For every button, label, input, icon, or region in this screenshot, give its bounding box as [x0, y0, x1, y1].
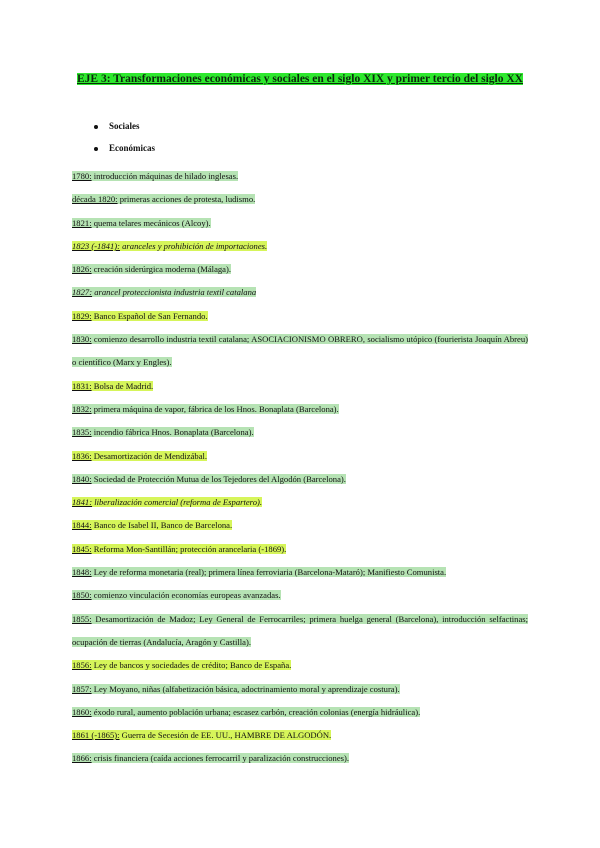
entry-text: arancel proteccionista industria textil catalana: [92, 287, 257, 298]
bullet-label: Económicas: [109, 143, 155, 153]
entry-text: éxodo rural, aumento población urbana; escasez carbón, creación colonias (energía hidráulica).: [91, 706, 421, 717]
timeline-entry: [72, 445, 528, 468]
entry-highlight: [72, 707, 420, 717]
timeline-entry: [72, 165, 528, 188]
entry-text: incendio fábrica Hnos. Bonaplata (Barcelona).: [91, 427, 254, 438]
entry-date: 1827:: [72, 287, 93, 298]
entry-highlight: [72, 404, 339, 414]
timeline-entry: [72, 678, 528, 701]
entry-date: 1836:: [72, 450, 92, 461]
entry-date: 1848:: [72, 567, 92, 578]
entry-text: creación siderúrgica moderna (Málaga).: [91, 264, 231, 275]
entry-highlight: [72, 684, 400, 694]
entry-highlight: [72, 264, 231, 274]
timeline-entry: [72, 468, 528, 491]
entry-date: 1866:: [72, 753, 92, 764]
entry-text: liberalización comercial (reforma de Espartero).: [92, 497, 262, 508]
entry-date: 1861 (-1865):: [72, 730, 120, 741]
timeline-entry: [72, 584, 528, 607]
entry-date: 1835:: [72, 427, 92, 438]
page-title: [72, 70, 528, 88]
timeline-entry: [72, 235, 528, 258]
entry-text: Banco de Isabel II, Banco de Barcelona.: [91, 520, 233, 531]
page-title-text: EJE 3: Transformaciones económicas y sociales en el siglo XIX y primer tercio del siglo XX: [76, 73, 523, 85]
timeline-entry: [72, 421, 528, 444]
entry-highlight: [72, 287, 256, 297]
entry-text: Ley Moyano, niñas (alfabetización básica, adoctrinamiento moral y aprendizaje costura).: [91, 683, 400, 694]
entry-text: Bolsa de Madrid.: [91, 380, 154, 391]
entry-text: Guerra de Secesión de EE. UU., HAMBRE DE ALGODÓN.: [119, 730, 332, 741]
entry-highlight: [72, 660, 291, 670]
bullet-list: [72, 119, 528, 163]
entry-text: primeras acciones de protesta, ludismo.: [117, 194, 256, 205]
entry-text: Desamortización de Mendizábal.: [91, 450, 208, 461]
entry-date: 1860:: [72, 706, 92, 717]
timeline-entry: [72, 608, 528, 655]
timeline-entry: [72, 724, 528, 747]
entry-date: 1841:: [72, 497, 93, 508]
entry-date: 1823 (-1841):: [72, 240, 120, 251]
timeline-entry: [72, 701, 528, 724]
entry-date: 1831:: [72, 380, 92, 391]
bullet-dot-icon: [94, 125, 98, 129]
entry-highlight: [72, 427, 254, 437]
entry-date: 1856:: [72, 660, 92, 671]
entry-date: 1821:: [72, 217, 92, 228]
entry-date: 1832:: [72, 403, 92, 414]
entry-highlight: [72, 451, 207, 461]
entry-text: crisis financiera (caída acciones ferrocarril y paralización construcciones).: [91, 753, 350, 764]
entry-highlight: [72, 381, 153, 391]
entry-text: Ley de bancos y sociedades de crédito; Banco de España.: [91, 660, 292, 671]
entry-highlight: [72, 194, 255, 204]
entry-date: 1780:: [72, 171, 92, 181]
entry-text: introducción máquinas de hilado inglesas.: [91, 171, 239, 181]
entry-highlight: [72, 497, 262, 507]
entry-text: Sociedad de Protección Mutua de los Tejedores del Algodón (Barcelona).: [91, 473, 346, 484]
entry-text: comienzo vinculación economías europeas avanzadas.: [91, 590, 281, 601]
entry-highlight: [72, 614, 528, 647]
entry-text: primera máquina de vapor, fábrica de los Hnos. Bonaplata (Barcelona).: [91, 403, 339, 414]
entry-text: Reforma Mon-Santillán; protección arancelaria (-1869).: [91, 543, 287, 554]
bullet-label: Sociales: [109, 121, 140, 131]
bullet-item-economicas: [72, 141, 528, 163]
entry-highlight: [72, 474, 346, 484]
entry-date: 1830:: [72, 334, 92, 345]
timeline-entry: [72, 188, 528, 211]
entry-text: Banco Español de San Fernando.: [91, 310, 208, 321]
entry-highlight: [72, 730, 331, 740]
entry-text: Desamortización de Madoz; Ley General de Ferrocarriles; primera huelga general (Barcelona), introducción selfactinas; ocupación de tierras (Andalucía, Aragón y Castilla).: [72, 613, 528, 647]
entry-text: quema telares mecánicos (Alcoy).: [91, 217, 211, 228]
entry-highlight: [72, 334, 528, 367]
entry-date: 1829:: [72, 310, 92, 321]
timeline-entry: [72, 212, 528, 235]
timeline-entry: [72, 491, 528, 514]
entry-date: 1855:: [72, 613, 92, 624]
entry-date: 1850:: [72, 590, 92, 601]
entry-date: 1826:: [72, 264, 92, 275]
entry-highlight: [72, 753, 349, 763]
timeline-entry: [72, 375, 528, 398]
timeline-entry: [72, 561, 528, 584]
entry-date: 1845:: [72, 543, 92, 554]
timeline-entry: [72, 328, 528, 375]
entry-date: década 1820:: [72, 194, 118, 205]
entry-highlight: [72, 171, 238, 181]
entry-highlight: [72, 520, 232, 530]
entry-text: aranceles y prohibición de importaciones.: [119, 240, 268, 251]
bullet-item-sociales: [72, 119, 528, 141]
entry-date: 1840:: [72, 473, 92, 484]
entry-text: comienzo desarrollo industria textil catalana; ASOCIACIONISMO OBRERO, socialismo utópico (fourierista Joaquín Abreu) o científico (Marx y Engles).: [72, 334, 528, 368]
timeline-entry: [72, 514, 528, 537]
timeline-entry: [72, 398, 528, 421]
entry-highlight: [72, 218, 211, 228]
timeline-entry: [72, 747, 528, 770]
timeline-entry: [72, 538, 528, 561]
bullet-dot-icon: [94, 147, 98, 151]
entry-highlight: [72, 241, 267, 251]
entry-highlight: [72, 567, 446, 577]
entry-highlight: [72, 590, 281, 600]
timeline-entry: [72, 654, 528, 677]
entry-date: 1844:: [72, 520, 92, 531]
timeline-list: [72, 165, 528, 771]
timeline-entry: [72, 281, 528, 304]
entry-date: 1857:: [72, 683, 92, 694]
entry-text: Ley de reforma monetaria (real); primera línea ferroviaria (Barcelona-Mataró); Manifiesto Comunista.: [91, 567, 447, 578]
entry-highlight: [72, 311, 208, 321]
timeline-entry: [72, 305, 528, 328]
timeline-entry: [72, 258, 528, 281]
entry-highlight: [72, 544, 286, 554]
